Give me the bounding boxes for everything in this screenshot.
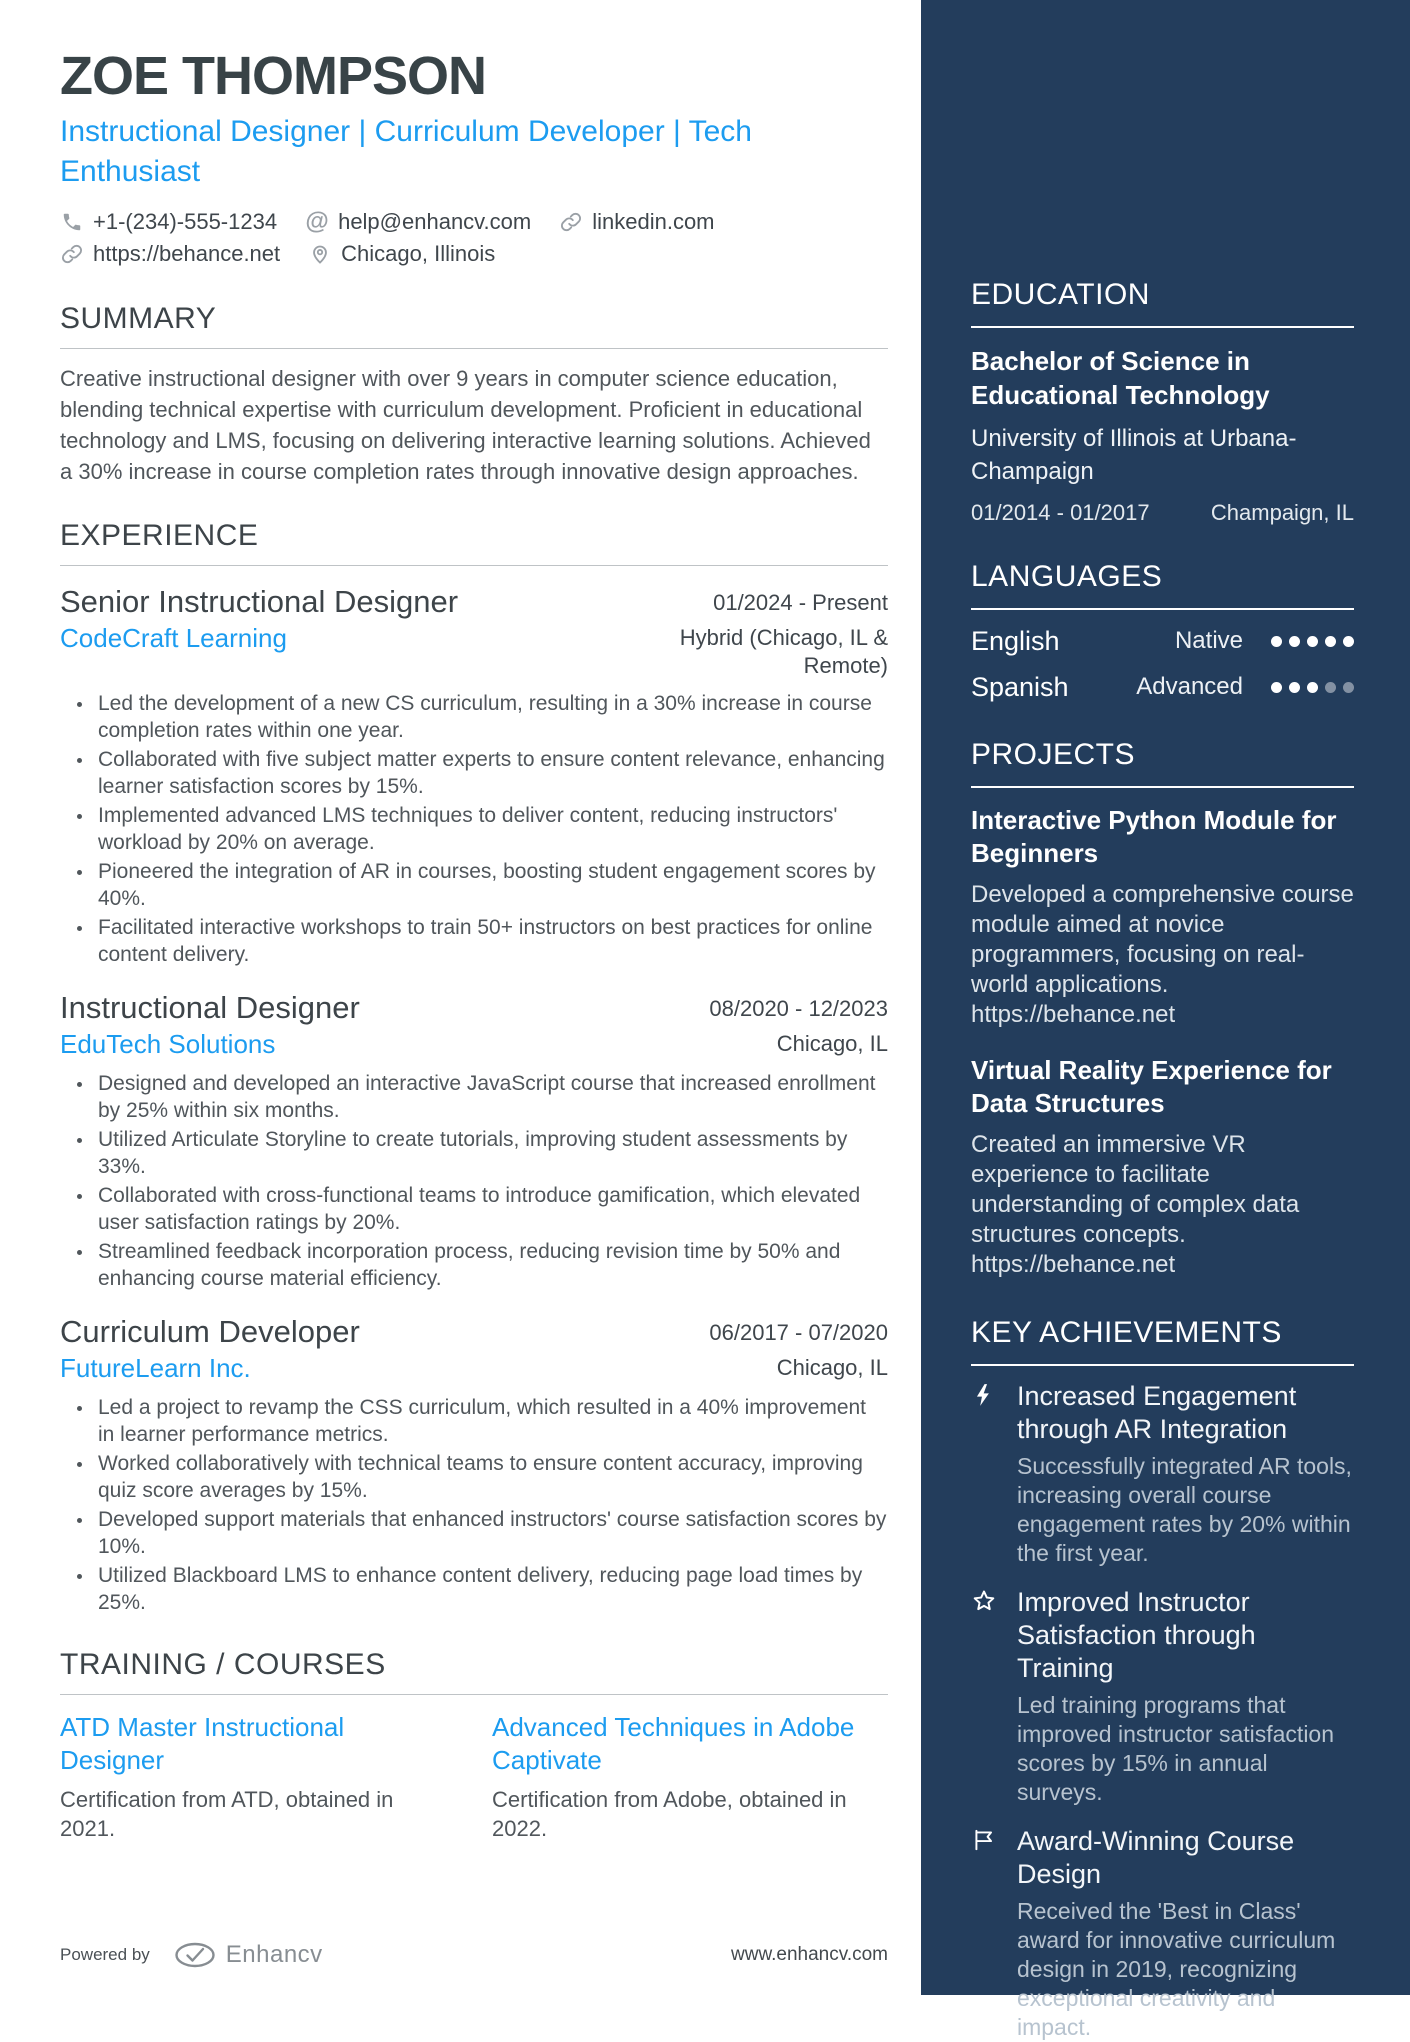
job-dates: 01/2024 - Present	[713, 590, 888, 615]
location-pin-icon	[308, 242, 332, 266]
job-title: Senior Instructional Designer	[60, 584, 459, 619]
divider	[971, 326, 1354, 328]
achievement-title: Increased Engagement through AR Integration	[1017, 1381, 1297, 1444]
language-name: Spanish	[971, 672, 1069, 702]
summary-heading: SUMMARY	[60, 302, 217, 335]
headline: Instructional Designer | Curriculum Developer | Tech Enthusiast	[60, 115, 752, 188]
education-heading: EDUCATION	[971, 278, 1150, 311]
sidebar	[921, 0, 1410, 2040]
contact-row	[60, 238, 888, 270]
education-dates: 01/2014 - 01/2017	[971, 500, 1150, 525]
course-desc: Certification from Adobe, obtained in 2022.	[492, 1787, 847, 1841]
at-icon: @	[305, 208, 329, 235]
linkedin-contact[interactable]	[559, 206, 714, 238]
job-location: Hybrid (Chicago, IL & Remote)	[679, 625, 888, 678]
job-bullet: • Streamlined feedback incorporation process, reducing revision time by 50% and enhancing course material efficiency.	[94, 1238, 888, 1292]
project-link[interactable]: https://behance.net	[971, 1001, 1176, 1028]
company-link[interactable]: FutureLearn Inc.	[60, 1353, 251, 1383]
company-link[interactable]: CodeCraft Learning	[60, 623, 287, 653]
job-bullets	[60, 1394, 888, 1616]
divider	[971, 608, 1354, 610]
divider	[971, 1364, 1354, 1366]
project-entry	[971, 804, 1354, 1030]
education-section	[971, 278, 1354, 526]
course-title-link[interactable]: Advanced Techniques in Adobe Captivate	[492, 1712, 855, 1775]
contact-info	[60, 206, 888, 270]
training-section	[60, 1648, 888, 1843]
project-desc: Developed a comprehensive course module aimed at novice programmers, focusing on real-world applications. https://behance.net	[971, 881, 1354, 1028]
job-title: Curriculum Developer	[60, 1314, 360, 1349]
phone-text: +1-(234)-555-1234	[93, 209, 278, 234]
job-bullet: • Utilized Blackboard LMS to enhance content delivery, reducing page load times by 25%.	[94, 1562, 888, 1616]
job-title: Instructional Designer	[60, 990, 360, 1025]
job-entry	[60, 584, 888, 968]
phone-icon	[60, 210, 84, 234]
school: University of Illinois at Urbana-Champaign	[971, 425, 1297, 485]
job-entry	[60, 1314, 888, 1616]
project-entry	[971, 1054, 1354, 1280]
job-bullet: • Led a project to revamp the CSS curriculum, which resulted in a 40% improvement in learner performance metrics.	[94, 1394, 888, 1448]
course-entry	[60, 1711, 440, 1843]
job-bullet: • Collaborated with five subject matter experts to ensure content relevance, enhancing learner satisfaction scores by 15%.	[94, 746, 888, 800]
company-link[interactable]: EduTech Solutions	[60, 1029, 276, 1059]
achievement-entry	[971, 1586, 1354, 1807]
language-name: English	[971, 626, 1060, 656]
flag-icon	[971, 1825, 999, 2042]
job-bullets	[60, 690, 888, 968]
language-row	[971, 624, 1354, 658]
enhancv-logo[interactable]	[174, 1941, 323, 1969]
language-level: Advanced	[1136, 673, 1243, 700]
achievement-title: Improved Instructor Satisfaction through Training	[1017, 1587, 1256, 1683]
phone-contact[interactable]	[60, 206, 277, 238]
project-desc: Created an immersive VR experience to facilitate understanding of complex data structures concepts. https://behance.net	[971, 1130, 1354, 1280]
language-proficiency-dots	[1271, 682, 1354, 693]
location-text: Chicago, Illinois	[341, 241, 496, 266]
linkedin-text: linkedin.com	[592, 209, 715, 234]
page-footer	[60, 1941, 888, 1969]
job-entry	[60, 990, 888, 1292]
achievement-desc: Led training programs that improved instructor satisfaction scores by 15% in annual surveys.	[1017, 1692, 1335, 1805]
star-icon	[971, 1586, 999, 1807]
enhancv-logo-icon	[174, 1941, 216, 1969]
projects-section	[971, 738, 1354, 1280]
achievement-desc: Successfully integrated AR tools, increasing overall course engagement rates by 20% within the first year.	[1017, 1453, 1352, 1566]
powered-by-label: Powered by	[60, 1945, 150, 1964]
job-bullets	[60, 1070, 888, 1292]
divider	[60, 1694, 888, 1695]
job-location: Chicago, IL	[776, 1355, 888, 1380]
job-bullet: • Led the development of a new CS curriculum, resulting in a 30% increase in course completion rates within one year.	[94, 690, 888, 744]
link-icon	[60, 242, 84, 266]
achievement-entry	[971, 1380, 1354, 1568]
projects-heading: PROJECTS	[971, 738, 1136, 771]
job-bullet: • Worked collaboratively with technical teams to ensure content accuracy, improving quiz score averages by 15%.	[94, 1450, 888, 1504]
email-text: help@enhancv.com	[338, 209, 532, 234]
job-location: Chicago, IL	[776, 1031, 888, 1056]
divider	[971, 786, 1354, 788]
candidate-name: ZOE THOMPSON	[60, 46, 487, 106]
job-bullet: • Developed support materials that enhanced instructors' course satisfaction scores by 10%.	[94, 1506, 888, 1560]
courses-grid	[60, 1711, 888, 1843]
job-bullet: • Facilitated interactive workshops to train 50+ instructors on best practices for online content delivery.	[94, 914, 888, 968]
divider	[60, 348, 888, 349]
education-location: Champaign, IL	[1210, 500, 1354, 525]
footer-url[interactable]: www.enhancv.com	[731, 1944, 888, 1965]
language-row	[971, 670, 1354, 704]
website-text: https://behance.net	[93, 241, 281, 266]
degree: Bachelor of Science in Educational Technology	[971, 346, 1270, 410]
job-bullet: • Collaborated with cross-functional teams to introduce gamification, which elevated user satisfaction ratings by 20%.	[94, 1182, 888, 1236]
achievements-heading: KEY ACHIEVEMENTS	[971, 1316, 1282, 1349]
summary-text: Creative instructional designer with over 9 years in computer science education, blending technical expertise with curriculum development. Proficient in educational technology and LMS, focusing on delivering interactive learning solutions. Achieved a 30% increase in course completion rates through innovative design approaches.	[60, 366, 871, 484]
link-icon	[559, 210, 583, 234]
training-heading: TRAINING / COURSES	[60, 1648, 386, 1681]
language-proficiency-dots	[1271, 636, 1354, 647]
job-dates: 08/2020 - 12/2023	[709, 996, 888, 1021]
location	[308, 238, 495, 270]
language-level: Native	[1174, 627, 1243, 654]
enhancv-brand-text: Enhancv	[225, 1941, 323, 1968]
job-bullet: • Utilized Articulate Storyline to create tutorials, improving student assessments by 33%.	[94, 1126, 888, 1180]
project-title: Interactive Python Module for Beginners	[971, 805, 1337, 868]
achievement-title: Award-Winning Course Design	[1017, 1826, 1295, 1889]
lightning-icon	[971, 1380, 999, 1568]
languages-section	[971, 560, 1354, 704]
email-contact[interactable]	[305, 206, 531, 238]
experience-heading: EXPERIENCE	[60, 519, 259, 552]
summary-section	[60, 302, 888, 487]
achievements-section	[971, 1316, 1354, 2042]
job-bullet: • Pioneered the integration of AR in courses, boosting student engagement scores by 40%.	[94, 858, 888, 912]
course-entry	[492, 1711, 888, 1843]
course-title-link[interactable]: ATD Master Instructional Designer	[60, 1712, 345, 1775]
website-contact[interactable]	[60, 238, 280, 270]
languages-heading: LANGUAGES	[971, 560, 1163, 593]
job-bullet: • Designed and developed an interactive JavaScript course that increased enrollment by 25% within six months.	[94, 1070, 888, 1124]
job-bullet: • Implemented advanced LMS techniques to deliver content, reducing instructors' workload by 20% on average.	[94, 802, 888, 856]
job-dates: 06/2017 - 07/2020	[709, 1320, 888, 1345]
project-link[interactable]: https://behance.net	[971, 1251, 1176, 1278]
achievement-entry	[971, 1825, 1354, 2042]
divider	[60, 565, 888, 566]
project-title: Virtual Reality Experience for Data Structures	[971, 1055, 1332, 1118]
contact-row	[60, 206, 888, 238]
course-desc: Certification from ATD, obtained in 2021.	[60, 1787, 394, 1841]
experience-section	[60, 519, 888, 1616]
achievement-desc: Received the 'Best in Class' award for innovative curriculum design in 2019, recognizing exceptional creativity and impact.	[1017, 1898, 1336, 2040]
